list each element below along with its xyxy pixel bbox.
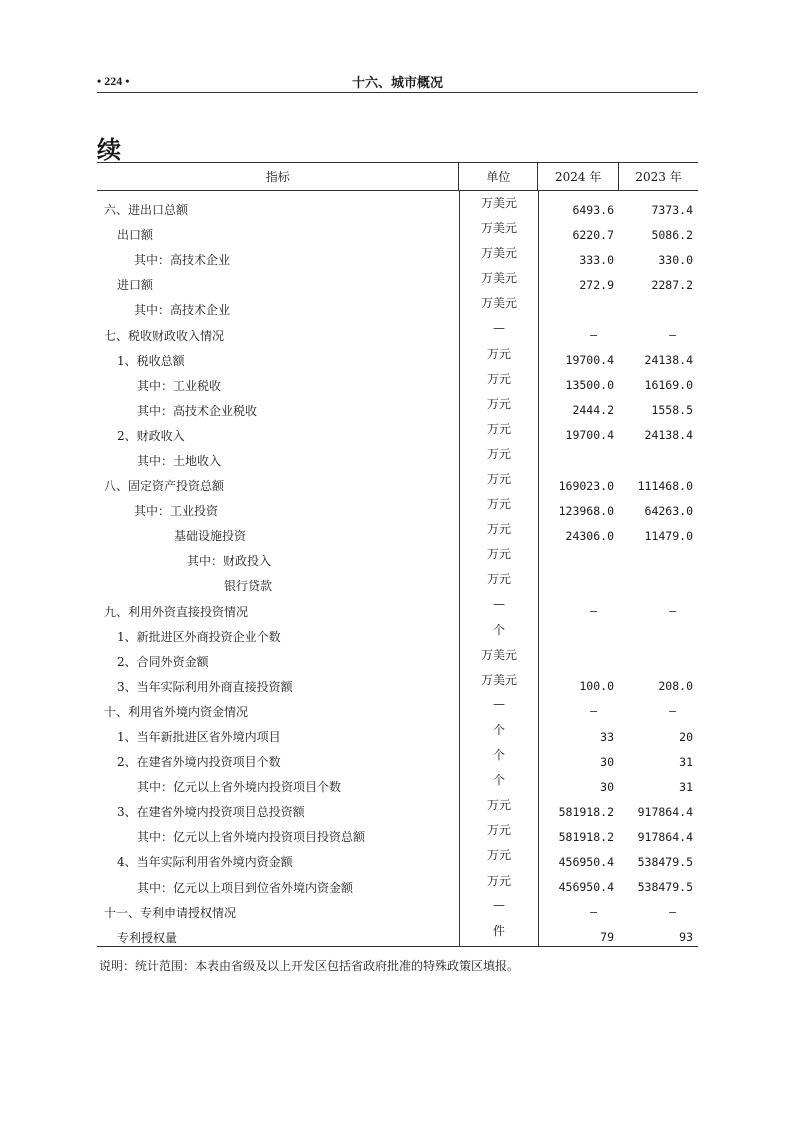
table-row	[97, 519, 698, 544]
value-2023-cell	[619, 452, 698, 460]
indicator-cell: 专利授权量	[117, 930, 178, 945]
table-row	[97, 444, 698, 469]
unit-cell: 万元	[486, 446, 511, 461]
table-row	[97, 795, 698, 820]
value-2023-cell: 917864.4	[637, 829, 693, 844]
indicator-cell: 银行贷款	[224, 579, 273, 594]
unit-cell: —	[493, 321, 505, 336]
value-2023-cell: 2287.2	[651, 277, 693, 292]
value-2023-cell: 1558.5	[651, 403, 693, 418]
value-2023-cell: 7373.4	[651, 202, 693, 217]
value-2023-cell: 24138.4	[644, 353, 693, 368]
table-row	[97, 620, 698, 645]
indicator-cell: 七、税收财政收入情况	[104, 328, 225, 343]
indicator-cell: 2、财政收入	[117, 428, 185, 443]
table-body	[97, 191, 698, 946]
table-row	[97, 293, 698, 318]
value-2024-cell: —	[590, 328, 597, 343]
indicator-cell: 其中：亿元以上项目到位省外境内资金额	[137, 880, 354, 895]
unit-cell: 个	[492, 748, 505, 763]
table-row	[97, 318, 698, 343]
column-header-indicator: 指标	[265, 170, 290, 184]
table-note: 说明：统计范围：本表由省级及以上开发区包括省政府批准的特殊政策区填报。	[99, 959, 520, 973]
value-2024-cell: 6220.7	[572, 227, 614, 242]
unit-cell: 万元	[486, 371, 511, 386]
indicator-cell: 1、税收总额	[117, 353, 185, 368]
table-row	[97, 845, 698, 870]
column-header-unit: 单位	[458, 163, 538, 190]
value-2024-cell: —	[590, 604, 597, 619]
unit-cell: 万美元	[480, 672, 517, 687]
table-row	[97, 670, 698, 695]
value-2024-cell: 19700.4	[565, 428, 614, 443]
indicator-cell: 4、当年实际利用省外境内资金额	[117, 855, 293, 870]
value-2024-cell: 581918.2	[558, 804, 614, 819]
column-divider	[459, 191, 460, 946]
unit-cell: 个	[492, 622, 505, 637]
indicator-cell: 其中：工业税收	[137, 378, 222, 393]
table-row	[97, 369, 698, 394]
indicator-cell: 2、在建省外境内投资项目个数	[117, 755, 281, 770]
value-2024-cell: 33	[600, 729, 614, 744]
indicator-cell: 其中：工业投资	[134, 504, 219, 519]
value-2023-cell: 917864.4	[637, 804, 693, 819]
value-2024-cell: 2444.2	[572, 403, 614, 418]
indicator-cell: 其中：高技术企业	[134, 253, 231, 268]
table-row	[97, 243, 698, 268]
value-2024-cell: 272.9	[579, 277, 614, 292]
table-header-row	[97, 163, 698, 191]
indicator-cell: 3、在建省外境内投资项目总投资额	[117, 805, 305, 820]
unit-cell: 万美元	[480, 296, 517, 311]
unit-cell: 万美元	[480, 221, 517, 236]
value-2024-cell: 123968.0	[558, 503, 614, 518]
value-2023-cell: 16169.0	[644, 378, 693, 393]
table-row	[97, 544, 698, 569]
unit-cell: 个	[492, 773, 505, 788]
unit-cell: 万元	[486, 873, 511, 888]
value-2024-cell	[539, 452, 619, 460]
value-2023-cell: 330.0	[658, 252, 693, 267]
unit-cell: 万元	[486, 497, 511, 512]
table-row	[97, 419, 698, 444]
value-2023-cell	[619, 653, 698, 661]
value-2023-cell: 93	[679, 930, 693, 945]
value-2023-cell: 24138.4	[644, 428, 693, 443]
table-row	[97, 720, 698, 745]
column-divider	[538, 191, 539, 946]
value-2024-cell	[539, 578, 619, 586]
value-2024-cell: 333.0	[579, 252, 614, 267]
indicator-cell: 六、进出口总额	[104, 203, 189, 218]
value-2024-cell: 456950.4	[558, 880, 614, 895]
value-2024-cell: 6493.6	[572, 202, 614, 217]
indicator-cell: 其中：亿元以上省外境内投资项目个数	[137, 780, 342, 795]
unit-cell: 万元	[486, 848, 511, 863]
data-table	[97, 162, 698, 947]
unit-cell: 万美元	[480, 196, 517, 211]
unit-cell: 万元	[486, 396, 511, 411]
value-2023-cell: 11479.0	[644, 528, 693, 543]
table-row	[97, 745, 698, 770]
table-row	[97, 921, 698, 946]
value-2023-cell: 5086.2	[651, 227, 693, 242]
indicator-cell: 2、合同外资金额	[117, 654, 209, 669]
unit-cell: 万美元	[480, 271, 517, 286]
indicator-cell: 基础设施投资	[174, 529, 247, 544]
value-2023-cell: 20	[679, 729, 693, 744]
value-2024-cell: 24306.0	[565, 528, 614, 543]
unit-cell: —	[493, 597, 505, 612]
value-2023-cell	[619, 553, 698, 561]
table-row	[97, 218, 698, 243]
indicator-cell: 十一、专利申请授权情况	[104, 905, 237, 920]
indicator-cell: 其中：高技术企业税收	[137, 403, 258, 418]
table-row	[97, 645, 698, 670]
value-2023-cell: —	[669, 905, 676, 920]
value-2024-cell: 13500.0	[565, 378, 614, 393]
page-header	[97, 72, 698, 93]
indicator-cell: 3、当年实际利用外商直接投资额	[117, 679, 293, 694]
unit-cell: 件	[492, 923, 505, 938]
indicator-cell: 其中：高技术企业	[134, 303, 231, 318]
value-2023-cell: —	[669, 604, 676, 619]
value-2023-cell: —	[669, 328, 676, 343]
chapter-title: 十六、城市概况	[351, 76, 443, 91]
table-row	[97, 569, 698, 594]
value-2023-cell: 538479.5	[637, 880, 693, 895]
indicator-cell: 其中：财政投入	[187, 554, 272, 569]
value-2023-cell: 208.0	[658, 679, 693, 694]
indicator-cell: 十、利用省外境内资金情况	[104, 704, 249, 719]
value-2024-cell: —	[590, 704, 597, 719]
value-2023-cell: 31	[679, 779, 693, 794]
value-2024-cell: 100.0	[579, 679, 614, 694]
table-row	[97, 595, 698, 620]
unit-cell: 万元	[486, 472, 511, 487]
column-header-2023: 2023 年	[618, 163, 698, 190]
table-row	[97, 469, 698, 494]
value-2024-cell: 456950.4	[558, 854, 614, 869]
table-row	[97, 820, 698, 845]
indicator-cell: 其中：土地收入	[137, 453, 222, 468]
unit-cell: —	[493, 697, 505, 712]
indicator-cell: 八、固定资产投资总额	[104, 479, 225, 494]
value-2023-cell	[619, 302, 698, 310]
unit-cell: 万元	[486, 572, 511, 587]
value-2024-cell: 581918.2	[558, 829, 614, 844]
table-row	[97, 871, 698, 896]
unit-cell: 万元	[486, 421, 511, 436]
value-2024-cell	[539, 653, 619, 661]
unit-cell: 个	[492, 723, 505, 738]
value-2023-cell: 31	[679, 754, 693, 769]
unit-cell: 万元	[486, 522, 511, 537]
value-2024-cell: 79	[600, 930, 614, 945]
value-2023-cell: 64263.0	[644, 503, 693, 518]
indicator-cell: 进口额	[117, 278, 154, 293]
value-2024-cell	[539, 553, 619, 561]
indicator-cell: 1、当年新批进区省外境内项目	[117, 730, 281, 745]
table-row	[97, 896, 698, 921]
continued-label: 续	[97, 135, 121, 164]
table-row	[97, 268, 698, 293]
indicator-cell: 1、新批进区外商投资企业个数	[117, 629, 281, 644]
table-row	[97, 344, 698, 369]
unit-cell: 万美元	[480, 647, 517, 662]
unit-cell: 万元	[486, 547, 511, 562]
page-number: • 224 •	[97, 74, 130, 88]
table-row	[97, 193, 698, 218]
value-2023-cell: 538479.5	[637, 854, 693, 869]
value-2024-cell	[539, 628, 619, 636]
unit-cell: 万元	[486, 798, 511, 813]
table-row	[97, 695, 698, 720]
value-2023-cell: 111468.0	[637, 478, 693, 493]
value-2024-cell: 30	[600, 754, 614, 769]
value-2024-cell	[539, 302, 619, 310]
indicator-cell: 九、利用外资直接投资情况	[104, 604, 249, 619]
unit-cell: —	[493, 898, 505, 913]
value-2024-cell: —	[590, 905, 597, 920]
indicator-cell: 其中：亿元以上省外境内投资项目投资总额	[137, 830, 366, 845]
value-2024-cell: 169023.0	[558, 478, 614, 493]
unit-cell: 万元	[486, 346, 511, 361]
value-2023-cell	[619, 578, 698, 586]
value-2024-cell: 19700.4	[565, 353, 614, 368]
value-2024-cell: 30	[600, 779, 614, 794]
table-row	[97, 494, 698, 519]
value-2023-cell: —	[669, 704, 676, 719]
indicator-cell: 出口额	[117, 228, 154, 243]
table-row	[97, 770, 698, 795]
value-2023-cell	[619, 628, 698, 636]
unit-cell: 万元	[486, 823, 511, 838]
table-row	[97, 394, 698, 419]
unit-cell: 万美元	[480, 246, 517, 261]
column-header-2024: 2024 年	[555, 170, 602, 184]
